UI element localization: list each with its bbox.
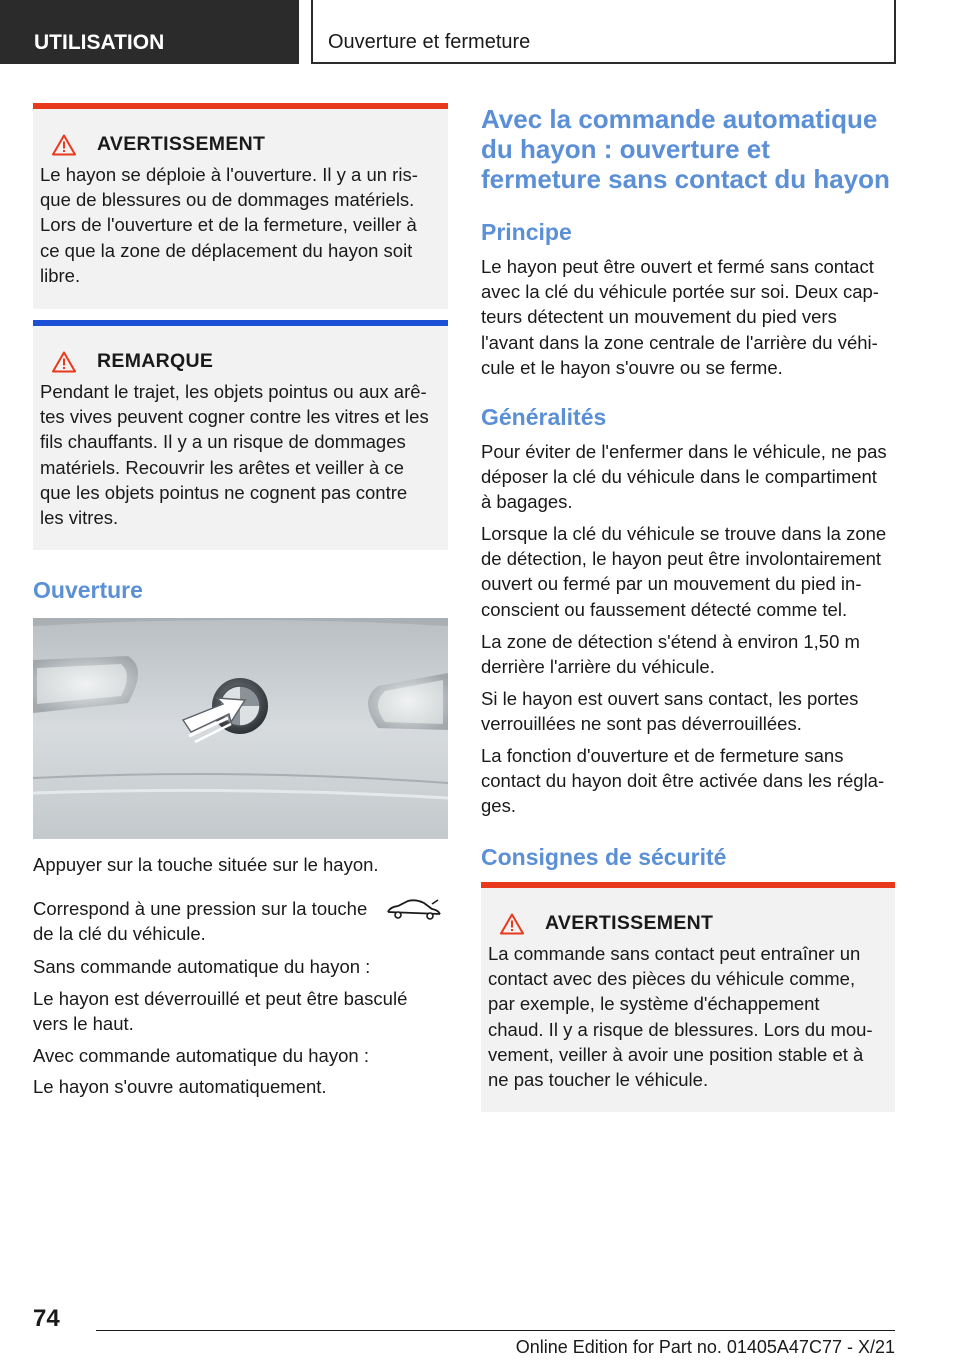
note-title: REMARQUE <box>40 350 440 373</box>
warning-title: AVERTISSEMENT <box>488 912 887 935</box>
warning-triangle-icon <box>500 913 524 935</box>
footer-divider <box>96 1330 895 1331</box>
principe-text: Le hayon peut être ouvert et fermé sans contact avec la clé du véhicule portée sur soi. Deux cap- teurs détectent un mouvement du pied vers l'avant dans la zone centrale de l'arrière du véhi- cule et le hayon s'ouvre ou se ferme. <box>481 256 879 378</box>
generalites-p2: Lorsque la clé du véhicule se trouve dans la zone de détection, le hayon peut être involontairement ouvert ou fermé par un mouvement du pied in- conscient ou faussement détecté comme tel. <box>481 523 887 620</box>
unlock-text: Le hayon est déverrouillé et peut être basculé vers le haut. <box>33 988 408 1035</box>
press-instruction: Appuyer sur la touche située sur le hayon. <box>33 854 379 875</box>
generalites-p1: Pour éviter de l'enfermer dans le véhicule, ne pas déposer la clé du véhicule dans le compartiment à bagages. <box>481 441 887 513</box>
warning-box-hands-free <box>481 882 895 1112</box>
heading-principe: Principe <box>481 219 572 245</box>
heading-ouverture: Ouverture <box>33 577 143 603</box>
opens-auto-text: Le hayon s'ouvre automatiquement. <box>33 1076 327 1097</box>
header-chapter-title: Ouverture et fermeture <box>328 31 531 53</box>
warning-text: Le hayon se déploie à l'ouverture. Il y a un ris- que de blessures ou de dommages matériels. Lors de l'ouverture et de la fermeture, veiller à ce que la zone de déplacement du hayon soit libre. <box>40 164 418 286</box>
generalites-p4: Si le hayon est ouvert sans contact, les portes verrouillées ne sont pas déverrouillées. <box>481 688 859 735</box>
car-tailgate-key-icon <box>386 898 444 920</box>
note-box-sharp-objects <box>33 320 448 550</box>
header-section-title: UTILISATION <box>34 31 165 54</box>
correspond-text: Correspond à une pression sur la touche de la clé du véhicule. <box>33 896 448 946</box>
footer-edition: Online Edition for Part no. 01405A47C77 - X/21 <box>515 1337 895 1357</box>
warning-triangle-icon <box>52 351 76 373</box>
note-text: Pendant le trajet, les objets pointus ou aux arê- tes vives peuvent cogner contre les vitres et les fils chauffants. Il y a un risque de dommages matériels. Recouvrir les arêtes et veiller à ce que les objets pointus ne cognent pas contre les vitres. <box>40 381 429 529</box>
page-number: 74 <box>33 1305 60 1332</box>
header-section-tab <box>0 0 299 64</box>
warning-text: La commande sans contact peut entraîner un contact avec des pièces du véhicule comme, par exemple, le système d'échappement chaud. Il y a risque de blessures. Lors du mou- vement, veiller à avoir une position stable et à ne pas toucher le véhicule. <box>488 943 873 1091</box>
without-auto-label: Sans commande automatique du hayon : <box>33 956 371 977</box>
with-auto-label: Avec commande automatique du hayon : <box>33 1045 369 1066</box>
warning-triangle-icon <box>52 134 76 156</box>
warning-box-tailgate-deploy <box>33 103 448 309</box>
main-heading-hands-free: Avec la commande automatique du hayon : ouverture et fermeture sans contact du hayon <box>481 104 890 194</box>
warning-title: AVERTISSEMENT <box>40 133 440 156</box>
heading-generalites: Généralités <box>481 404 607 430</box>
header-chapter-tab <box>311 0 896 64</box>
tailgate-button-photo <box>33 618 448 839</box>
generalites-p3: La zone de détection s'étend à environ 1,50 m derrière l'arrière du véhicule. <box>481 631 860 678</box>
heading-securite: Consignes de sécurité <box>481 844 727 870</box>
generalites-p5: La fonction d'ouverture et de fermeture sans contact du hayon doit être activée dans les régla- ges. <box>481 745 885 817</box>
